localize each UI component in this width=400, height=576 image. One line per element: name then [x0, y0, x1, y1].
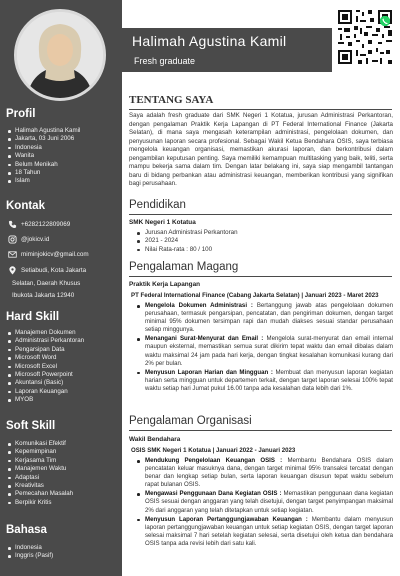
- list-item: Pengarsipan Data: [8, 346, 84, 354]
- soft-skill-list: [8, 440, 73, 507]
- internship-heading: Pengalaman Magang: [129, 261, 239, 273]
- list-item: [137, 490, 393, 514]
- sidebar: [0, 0, 122, 576]
- internship-role: Praktik Kerja Lapangan: [129, 281, 201, 288]
- organization-name: OSIS SMK Negeri 1 Kotatua | Januari 2022 - Januari 2023: [131, 447, 296, 454]
- list-item: Inggris (Pasif): [8, 552, 53, 560]
- phone-row: [8, 220, 70, 229]
- list-item: Wanita: [8, 152, 80, 160]
- list-item: MYOB: [8, 396, 84, 404]
- location-row: [8, 266, 86, 275]
- hard-skill-heading: Hard Skill: [6, 311, 60, 323]
- list-item: Akuntansi (Basic): [8, 379, 84, 387]
- list-item: Manajemen Dokumen: [8, 329, 84, 337]
- list-item: Adaptasi: [8, 474, 73, 482]
- job-role: Fresh graduate: [134, 56, 196, 66]
- list-item: Microsoft Powerpoint: [8, 371, 84, 379]
- list-item: [137, 369, 393, 393]
- address-line: Selatan, Daerah Khusus: [12, 280, 81, 287]
- list-item: Jakarta, 03 Juni 2006: [8, 135, 80, 143]
- soft-skill-heading: Soft Skill: [6, 420, 56, 432]
- list-item: Manajemen Waktu: [8, 465, 73, 473]
- organization-role: Wakil Bendahara: [129, 436, 181, 443]
- item-text: Memastikan penggunaan dana kegiatan OSIS sesuai dengan anggaran yang telah disetujui, dengan target penyimpangan maksimal 2% dari anggaran yang telah ditetapkan untuk setiap kegiatan.: [145, 490, 393, 514]
- address-line: Ibukota Jakarta 12940: [12, 291, 75, 299]
- list-item: Kepemimpinan: [8, 448, 73, 456]
- organization-heading: Pengalaman Organisasi: [129, 415, 252, 427]
- organization-divider: [129, 430, 392, 431]
- about-divider: [129, 109, 392, 110]
- item-title: Menyusun Laporan Harian dan Mingguan :: [145, 368, 273, 376]
- list-item: 18 Tahun: [8, 169, 80, 177]
- education-divider: [129, 214, 392, 215]
- instagram-text: @jokicv.id: [21, 236, 50, 244]
- item-text: Membuat dan menyusun laporan kegiatan harian serta mingguan untuk departemen terkait, dengan target laporan selesai 100% tepat waktu setiap hari Jumat pukul 16.00 tanpa ada kesalahan data lebih dari 1%.: [145, 368, 393, 392]
- address-line: Setiabudi, Kota Jakarta: [21, 267, 87, 275]
- organization-list: [137, 457, 393, 549]
- list-item: [137, 335, 393, 367]
- education-list: [137, 229, 238, 254]
- list-item: Kerjasama Tim: [8, 457, 73, 465]
- hard-skill-list: [8, 329, 84, 405]
- list-item: Laporan Keuangan: [8, 388, 84, 396]
- list-item: Belum Menikah: [8, 161, 80, 169]
- internship-list: [137, 302, 393, 394]
- instagram-icon: [8, 235, 17, 244]
- person-name: Halimah Agustina Kamil: [132, 33, 287, 49]
- list-item: Microsoft Word: [8, 354, 84, 362]
- phone-icon: [8, 220, 17, 229]
- location-pin-icon: [8, 266, 17, 275]
- language-list: [8, 544, 53, 561]
- item-text: Bertanggung jawab atas pengelolaan dokumen perusahaan, termasuk pengarsipan, pencatatan, dan pengiriman dokumen, dengan target minimal 95% dokumen tersimpan rapi dan mudah diakses sesuai standar perusahaan setiap minggunya.: [145, 302, 393, 334]
- item-text: Membantu dalam menyusun laporan pertanggungjawaban keuangan untuk setiap kegiatan OSIS, dengan target laporan selesai maksimal 7 hari setelah kegiatan selesai, serta disetujui oleh ketua dan bendahara OSIS tanpa ada revisi lebih dari satu kali.: [145, 515, 393, 547]
- item-text: Mengelola surat-menyurat dan email internal maupun eksternal, memastikan semua surat dikirim tepat waktu dan email dibalas dalam waktu maksimal 24 jam pada hari kerja, dengan tingkat kesalahan komunikasi kurang dari 2% per bulan.: [145, 335, 393, 367]
- contact-heading: Kontak: [6, 200, 45, 212]
- list-item: Berpikir Kritis: [8, 499, 73, 507]
- list-item: 2021 - 2024: [137, 237, 238, 245]
- list-item: Indonesia: [8, 544, 53, 552]
- list-item: Halimah Agustina Kamil: [8, 127, 80, 135]
- item-title: Mengelola Dokumen Administrasi :: [145, 302, 253, 309]
- about-heading: TENTANG SAYA: [129, 94, 214, 106]
- language-heading: Bahasa: [6, 524, 47, 536]
- list-item: [137, 302, 393, 334]
- item-title: Mengawasi Penggunaan Dana Kegiatan OSIS :: [145, 490, 282, 498]
- email-icon: [8, 250, 17, 259]
- profile-heading: Profil: [6, 108, 36, 120]
- education-heading: Pendidikan: [129, 199, 186, 211]
- list-item: Microsoft Excel: [8, 363, 84, 371]
- about-text: Saya adalah fresh graduate dari SMK Negeri 1 Kotatua, jurusan Administrasi Perkantoran, dengan pengalaman Praktik Kerja Lapangan di PT Federal International Finance (Jakarta Selatan), di mana saya mengasah keterampilan administrasi, pengelolaan dokumen, dan penyusunan laporan secara profesional. Sebagai Wakil Ketua Bendahara OSIS, saya terbiasa mengelola keuangan organisasi, memastikan akurasi laporan, dan berkontribusi dalam pengambilan keputusan penting. Saya memiliki kemampuan multitasking yang baik, teliti, serta mampu bekerja sama dalam tim. Dengan latar belakang ini, saya siap mengambil tantangan baru di bidang perbankan atau administrasi keuangan, memberikan kontribusi yang signifikan bagi perusahaan.: [129, 112, 393, 187]
- list-item: Nilai Rata-rata : 80 / 100: [137, 246, 238, 254]
- list-item: [137, 457, 393, 489]
- list-item: Indonesia: [8, 144, 80, 152]
- profile-list: [8, 127, 80, 186]
- email-row: [8, 250, 89, 259]
- phone-text: +6282122809069: [21, 221, 71, 229]
- school-name: SMK Negeri 1 Kotatua: [129, 219, 196, 226]
- list-item: [137, 516, 393, 548]
- list-item: Islam: [8, 177, 80, 185]
- list-item: Jurusan Administrasi Perkantoran: [137, 229, 238, 237]
- list-item: Administrasi Perkantoran: [8, 337, 84, 345]
- email-text: miminjokicv@gmail.com: [21, 251, 89, 259]
- internship-company: PT Federal International Finance (Cabang Jakarta Selatan) | Januari 2023 - Maret 2023: [131, 292, 379, 299]
- item-title: Mendukung Pengelolaan Keuangan OSIS :: [145, 457, 283, 464]
- list-item: Kreativitas: [8, 482, 73, 490]
- instagram-row: [8, 235, 49, 244]
- internship-divider: [129, 276, 392, 277]
- item-title: Menyusun Laporan Pertanggungjawaban Keuangan :: [145, 515, 308, 523]
- item-title: Menangani Surat-Menyurat dan Email :: [145, 335, 264, 343]
- profile-photo: [14, 9, 106, 101]
- qr-code: [336, 8, 394, 66]
- address-continued: [12, 278, 80, 301]
- list-item: Komunikasi Efektif: [8, 440, 73, 448]
- item-text: Membantu Bendahara OSIS dalam pencatatan keluar masuknya dana, dengan target minimal 95% transaksi tercatat dengan benar dan lengkap setiap bulan, serta laporan keuangan disusun tepat waktu sebelum rapat bulanan OSIS.: [145, 457, 393, 489]
- list-item: Pemecahan Masalah: [8, 490, 73, 498]
